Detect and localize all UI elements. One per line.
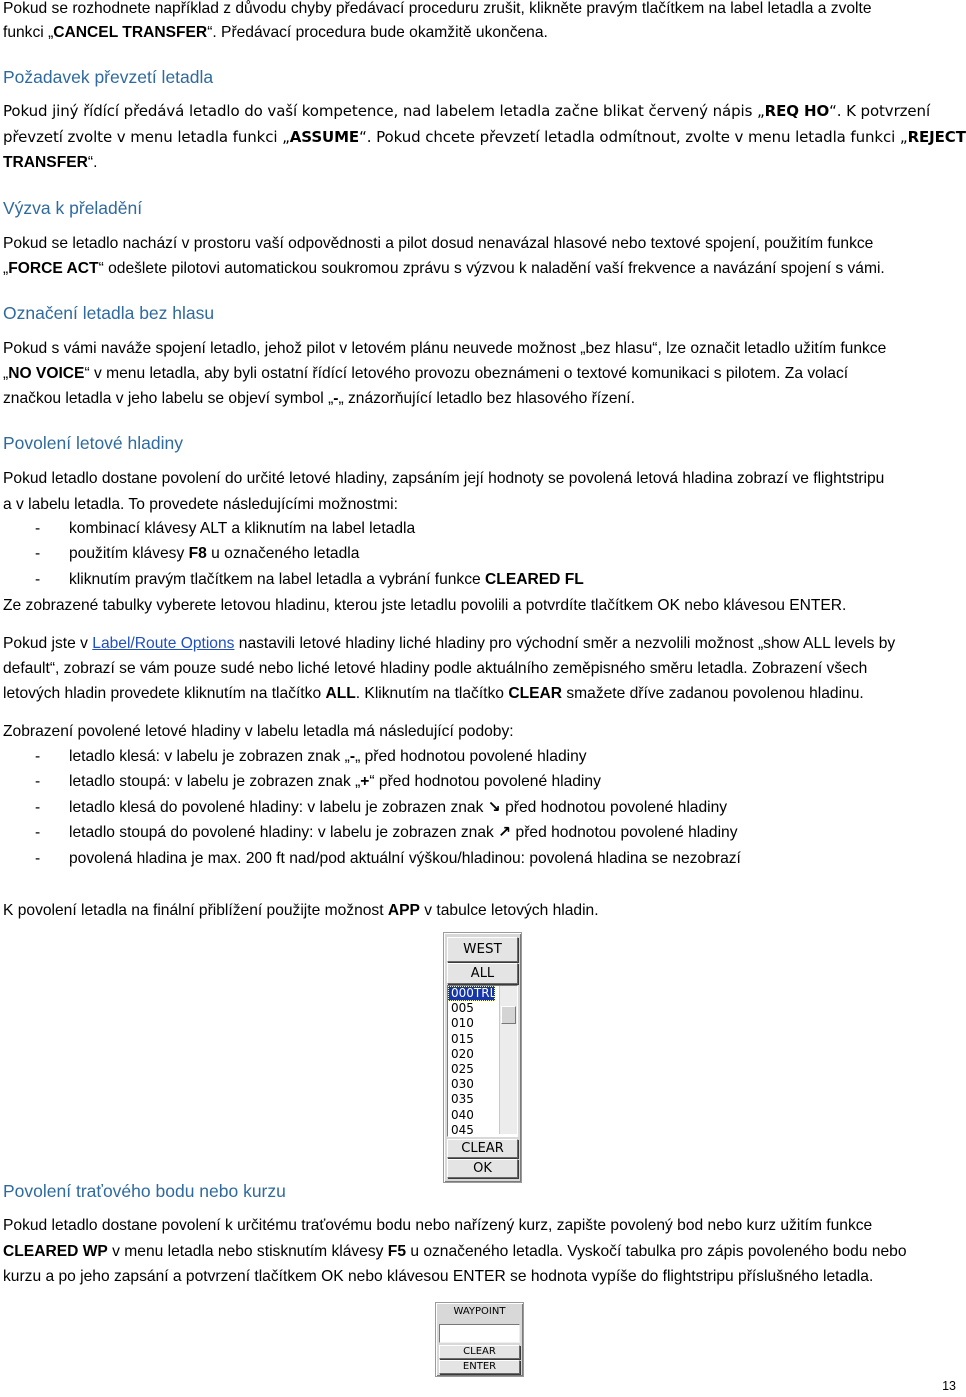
list-item[interactable]: 035 [451,1092,474,1107]
list-item: - použitím klávesy F8 u označeného letadla [35,545,360,563]
s4-line-1: Pokud letadlo dostane povolení do určité letové hladiny, zapsáním její hodnoty se povolená letová hladina zobrazí ve flightstripu [3,470,885,487]
intro-line-2: funkci „CANCEL TRANSFER“. Předávací procedura bude okamžitě ukončena. [3,24,548,41]
list-item[interactable]: 015 [451,1031,474,1046]
list-item[interactable]: 030 [451,1077,474,1092]
waypoint-dialog [435,1302,524,1377]
descend-arrow-icon: ↘ [487,798,501,816]
s1-line-3: TRANSFER“. [3,154,98,171]
listbox-scrollbar[interactable] [499,986,517,1134]
s4-p3: Zobrazení povolené letové hladiny v labelu letadla má následující podoby: [3,723,514,740]
list-item: - letadlo klesá do povolené hladiny: v labelu je zobrazen znak ↘ před hodnotou povolené hladiny [35,798,728,816]
ok-button[interactable]: OK [447,1159,518,1178]
s4-line-after-list: Ze zobrazené tabulky vyberete letovou hladinu, kterou jste letadlu povolili a potvrdíte tlačítkem OK nebo klávesou ENTER. [3,597,847,614]
list-item[interactable]: 040 [451,1107,474,1122]
page-number: 13 [942,1379,956,1393]
s1-line-1: Pokud jiný řídící předává letadlo do vaší kompetence, nad labelem letadla začne blikat červený nápis „REQ HO“. K potvrzení [3,102,931,120]
s4-p2-line-1: Pokud jste v Label/Route Options nastavili letové hladiny liché hladiny pro východní směr a nezvolili možnost „show ALL levels by [3,635,896,652]
climb-arrow-icon: ↗ [498,824,512,842]
s2-line-1: Pokud se letadlo nachází v prostoru vaší odpovědnosti a pilot dosud nenavázal hlasové nebo textové spojení, použitím funkce [3,235,874,252]
clear-button[interactable]: CLEAR [447,1139,518,1158]
enter-button[interactable]: ENTER [439,1360,520,1374]
heading-waypoint-heading: Povolení traťového bodu nebo kurzu [3,1181,286,1201]
level-display-forms-list [3,744,958,871]
list-item[interactable]: 020 [451,1046,474,1061]
s4-p2-line-2: default“, zobrazí se vám pouze sudé nebo liché letové hladiny podle aktuálního zeměpisného směru letadla. Zobrazení všech [3,660,868,677]
flight-level-listbox[interactable] [447,985,518,1137]
s5-line-2: CLEARED WP v menu letadla nebo stisknutím klávesy F5 u označeného letadla. Vyskočí tabulka pro zápis povoleného bodu nebo [3,1243,907,1260]
list-item[interactable]: 005 [451,1001,474,1016]
heading-flight-level: Povolení letové hladiny [3,433,183,453]
list-item: - letadlo klesá: v labelu je zobrazen znak „-„ před hodnotou povolené hladiny [35,748,587,765]
list-item[interactable]: 045 [451,1122,474,1137]
waypoint-input[interactable] [439,1324,520,1343]
s4-line-2: a v labelu letadla. To provedete následujícími možnostmi: [3,496,398,513]
s4-p2-line-3: letových hladin provedete kliknutím na tlačítko ALL. Kliknutím na tlačítko CLEAR smažete dříve zadanou povolenou hladinu. [3,685,864,702]
s5-line-1: Pokud letadlo dostane povolení k určitému traťovému bodu nebo nařízený kurz, zapište povolený bod nebo kurz užitím funkce [3,1217,873,1234]
all-button[interactable]: ALL [447,963,518,984]
list-item: - letadlo stoupá: v labelu je zobrazen znak „+“ před hodnotou povolené hladiny [35,773,601,791]
heading-no-voice: Označení letadla bez hlasu [3,303,215,323]
list-item[interactable]: 010 [451,1016,474,1031]
s2-line-2: „FORCE ACT“ odešlete pilotovi automatickou soukromou zprávu s výzvou k naladění vaší frekvence a navázání spojení s vámi. [3,260,885,277]
waypoint-title: WAYPOINT [453,1306,506,1317]
heading-takeover-request: Požadavek převzetí letadla [3,67,214,87]
s3-line-3: značkou letadla v jeho labelu se objeví symbol „-„ znázorňující letadlo bez hlasového řízení. [3,390,635,407]
clear-button[interactable]: CLEAR [439,1345,520,1359]
intro-line-1: Pokud se rozhodnete například z důvodu chyby předávací proceduru zrušit, klikněte pravým tlačítkem na label letadla a zvolte [3,0,872,17]
s4-p4: K povolení letadla na finální přiblížení použijte možnost APP v tabulce letových hladin. [3,902,599,919]
list-item: - povolená hladina je max. 200 ft nad/pod aktuální výškou/hladinou: povolená hladina se nezobrazí [35,849,741,867]
list-item[interactable]: 025 [451,1061,474,1076]
west-button[interactable]: WEST [447,937,518,962]
label-route-options-link[interactable]: Label/Route Options [92,635,235,652]
heading-retune-request: Výzva k přeladění [3,198,143,218]
s3-line-2: „NO VOICE“ v menu letadla, aby byli ostatní řídící letového provozu obeznámeni o textové komunikaci s pilotem. Za volací [3,365,849,382]
list-item: - kombinací klávesy ALT a kliknutím na label letadla [35,520,416,537]
list-item[interactable]: 000TRL [448,986,495,1001]
s1-line-2: převzetí zvolte v menu letadla funkci „ASSUME“. Pokud chcete převzetí letadla odmítnout, zvolte v menu letadla funkci „REJECT [3,128,966,146]
list-item: - kliknutím pravým tlačítkem na label letadla a vybrání funkce CLEARED FL [35,570,584,588]
flight-level-dialog [443,932,522,1183]
s3-line-1: Pokud s vámi naváže spojení letadlo, jehož pilot v letovém plánu neuvede možnost „bez hlasu“, lze označit letadlo užitím funkce [3,340,887,357]
s5-line-3: kurzu a po jeho zapsání a potvrzení tlačítkem OK nebo klávesou ENTER se hodnota vypíše do flightstripu příslušného letadla. [3,1268,874,1285]
list-item: - letadlo stoupá do povolené hladiny: v labelu je zobrazen znak ↗ před hodnotou povolené hladiny [35,824,738,842]
scrollbar-thumb[interactable] [501,1006,516,1024]
flight-level-methods-list [3,516,958,592]
